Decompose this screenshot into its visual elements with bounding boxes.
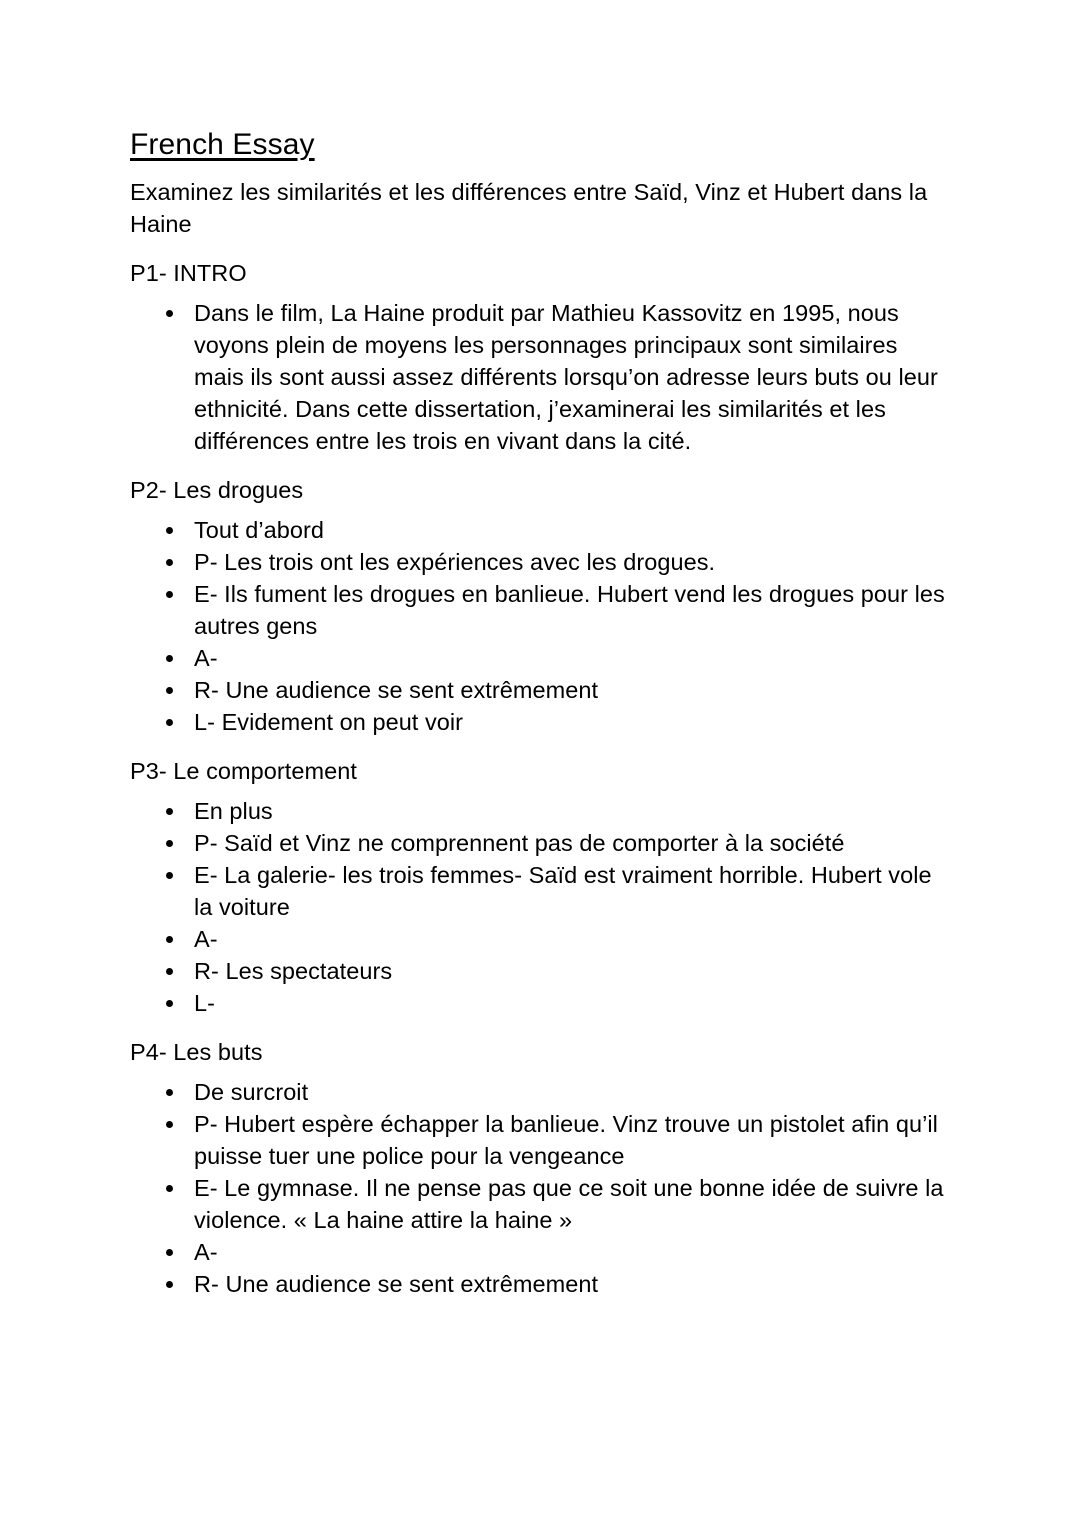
- section-heading: P3- Le comportement: [130, 758, 357, 784]
- list-item: L- Evidement on peut voir: [130, 706, 950, 738]
- section-heading: P4- Les buts: [130, 1039, 263, 1065]
- list-item: Tout d’abord: [130, 514, 950, 546]
- section-heading: P2- Les drogues: [130, 477, 304, 503]
- list-item: En plus: [130, 795, 950, 827]
- section-p4: [130, 1036, 950, 1300]
- list-item: R- Les spectateurs: [130, 955, 950, 987]
- section-p2: [130, 474, 950, 738]
- section-p1: [130, 257, 950, 457]
- list-item: P- Saïd et Vinz ne comprennent pas de comporter à la société: [130, 827, 950, 859]
- section-bullet-list: [130, 795, 950, 1019]
- list-item: A-: [130, 642, 950, 674]
- section-bullet-list: [130, 297, 950, 457]
- list-item: A-: [130, 1236, 950, 1268]
- list-item: De surcroit: [130, 1076, 950, 1108]
- list-item: P- Hubert espère échapper la banlieue. Vinz trouve un pistolet afin qu’il puisse tuer une police pour la vengeance: [130, 1108, 950, 1172]
- list-item: E- La galerie- les trois femmes- Saïd est vraiment horrible. Hubert vole la voiture: [130, 859, 950, 923]
- list-item: R- Une audience se sent extrêmement: [130, 1268, 950, 1300]
- list-item: R- Une audience se sent extrêmement: [130, 674, 950, 706]
- list-item: Dans le film, La Haine produit par Mathieu Kassovitz en 1995, nous voyons plein de moyens les personnages principaux sont similaires mais ils sont aussi assez différents lorsqu’on adresse leurs buts ou leur ethnicité. Dans cette dissertation, j’examinerai les similarités et les différences entre les trois en vivant dans la cité.: [130, 297, 950, 457]
- section-bullet-list: [130, 1076, 950, 1300]
- list-item: E- Le gymnase. Il ne pense pas que ce soit une bonne idée de suivre la violence. « La haine attire la haine »: [130, 1172, 950, 1236]
- list-item: E- Ils fument les drogues en banlieue. Hubert vend les drogues pour les autres gens: [130, 578, 950, 642]
- section-heading: P1- INTRO: [130, 260, 247, 286]
- list-item: P- Les trois ont les expériences avec les drogues.: [130, 546, 950, 578]
- list-item: L-: [130, 987, 950, 1019]
- section-p3: [130, 755, 950, 1019]
- list-item: A-: [130, 923, 950, 955]
- section-bullet-list: [130, 514, 950, 738]
- page-title: French Essay: [130, 128, 315, 161]
- essay-prompt: Examinez les similarités et les différences entre Saïd, Vinz et Hubert dans la Haine: [130, 179, 928, 237]
